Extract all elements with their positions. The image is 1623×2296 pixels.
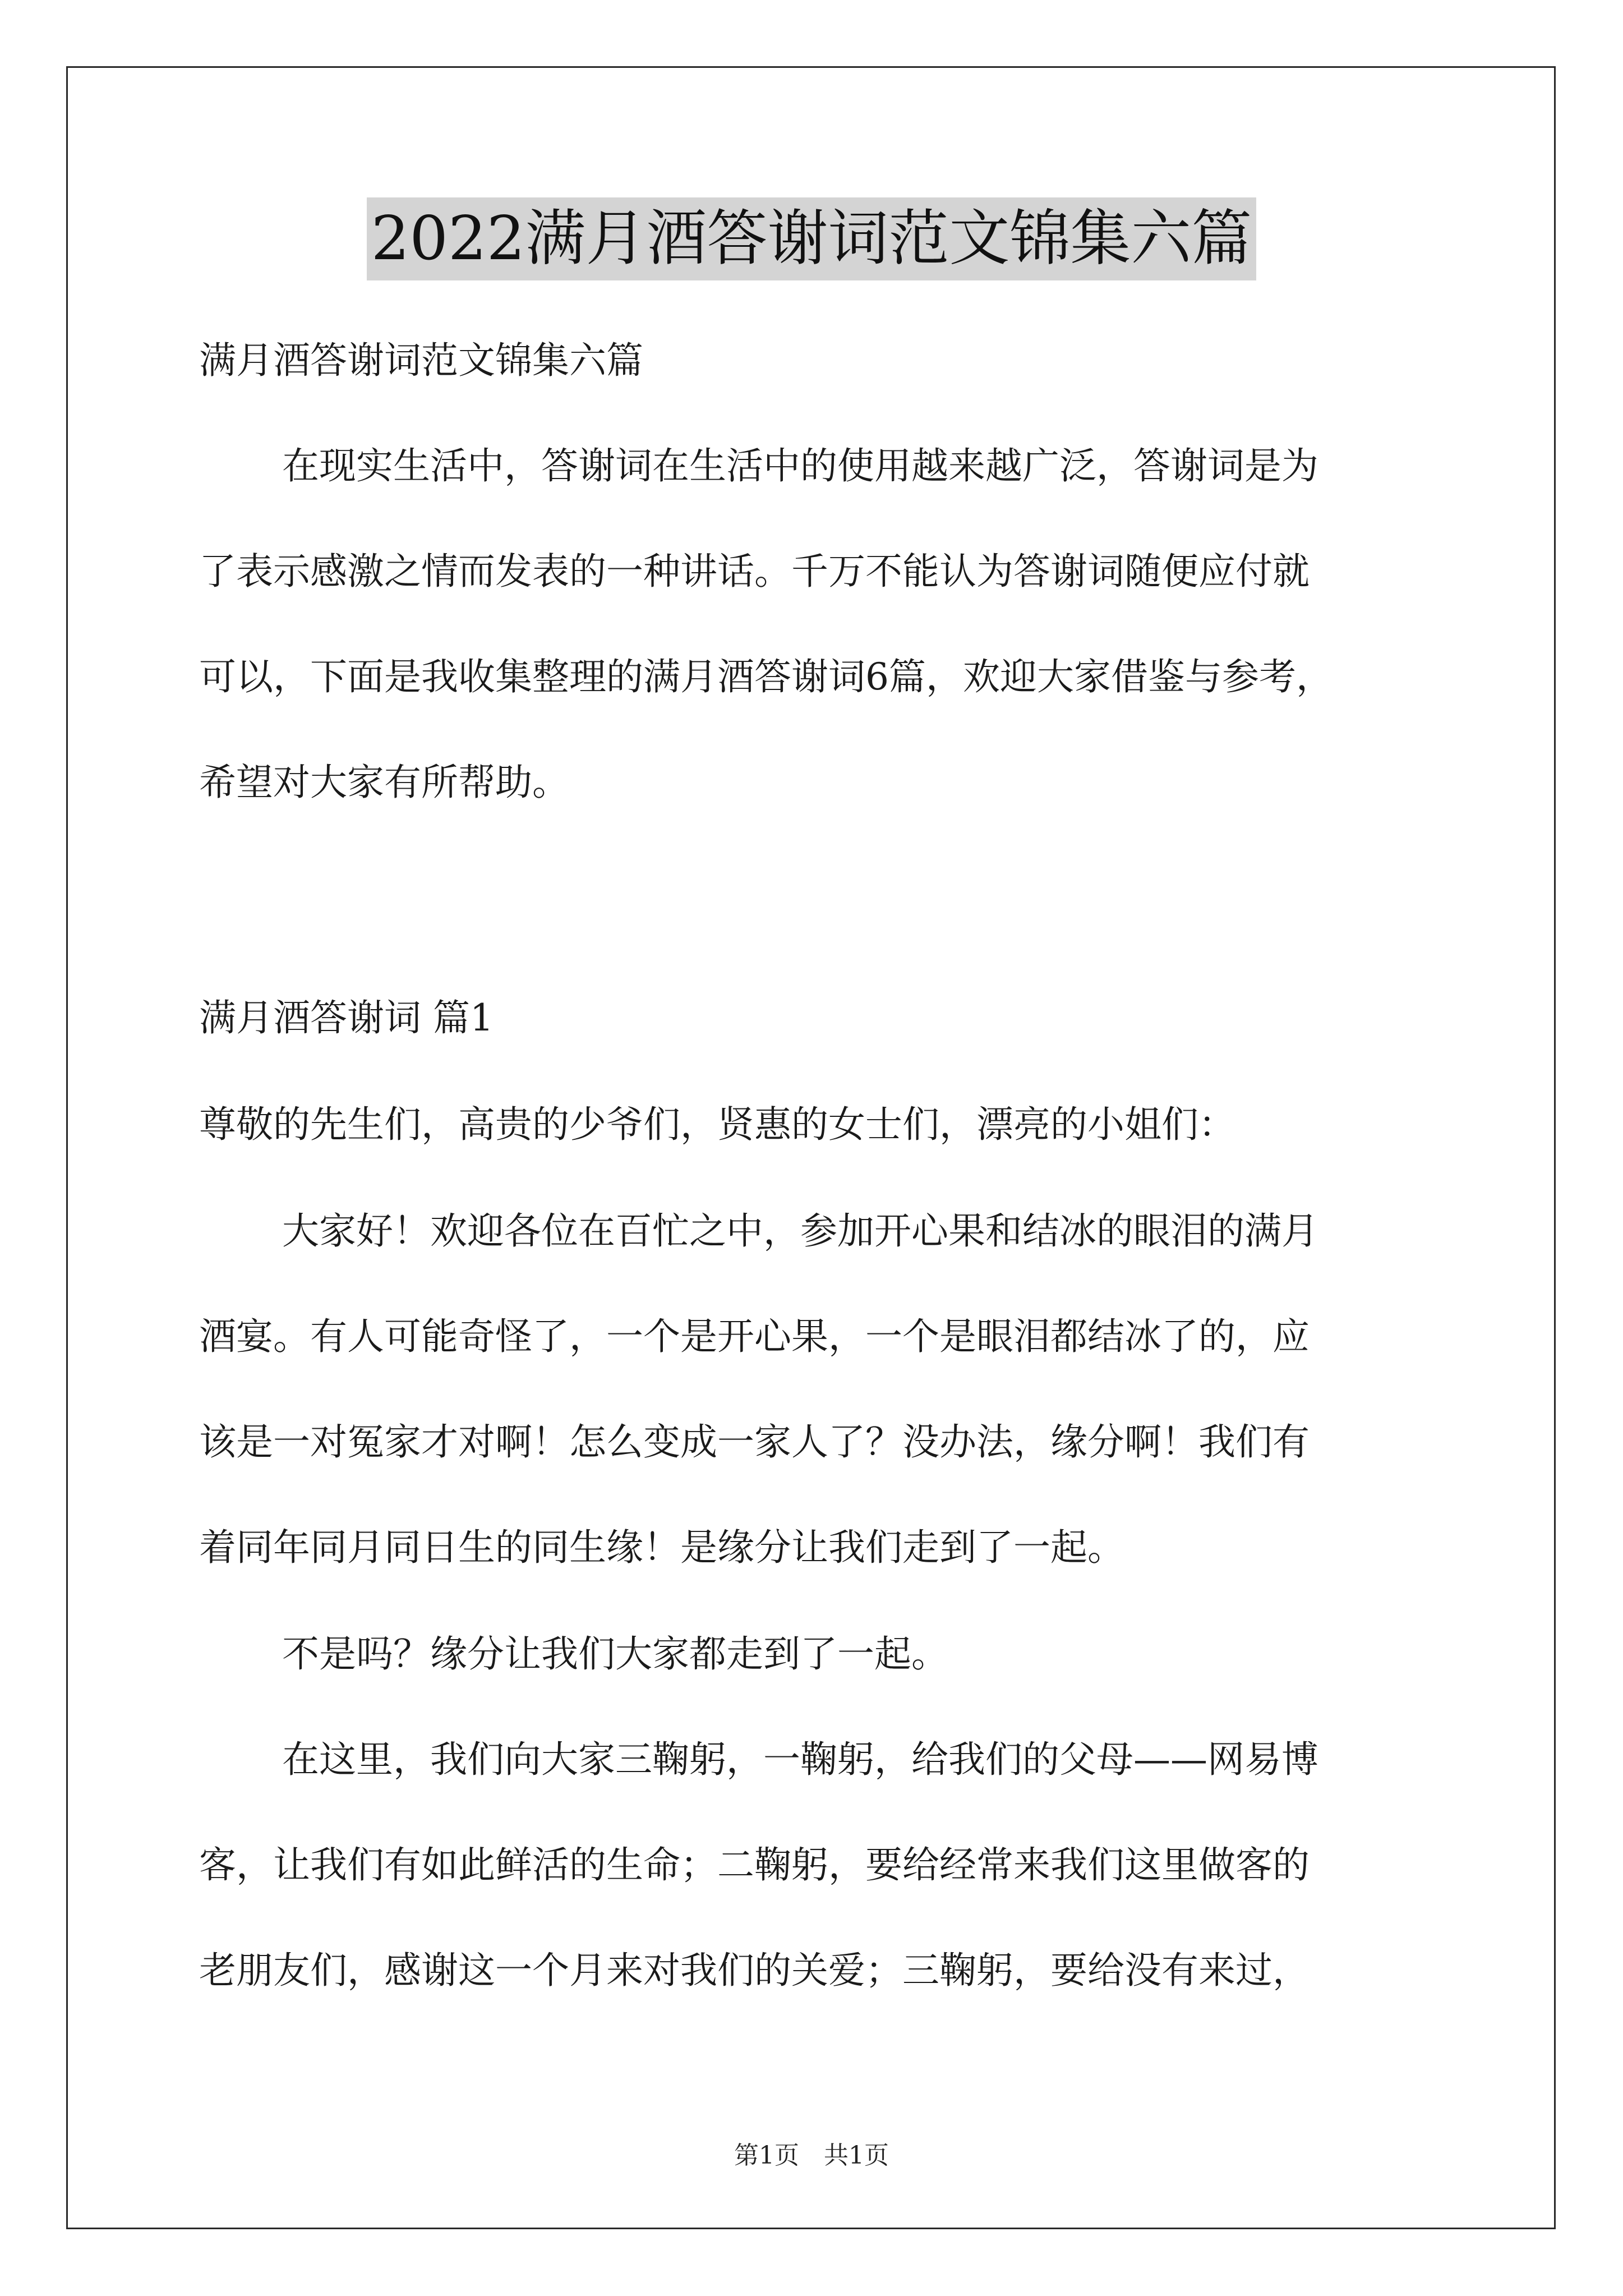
paragraph-line: 可以，下面是我收集整理的满月酒答谢词6篇，欢迎大家借鉴与参考， bbox=[199, 655, 1333, 698]
document-title: 2022满月酒答谢词范文锦集六篇 bbox=[367, 197, 1257, 280]
subtitle-line: 满月酒答谢词范文锦集六篇 bbox=[199, 339, 643, 382]
paragraph-line: 酒宴。有人可能奇怪了，一个是开心果，一个是眼泪都结冰了的，应 bbox=[199, 1315, 1310, 1358]
paragraph-line: 大家好！欢迎各位在百忙之中，参加开心果和结冰的眼泪的满月 bbox=[282, 1209, 1318, 1253]
paragraph-line: 老朋友们，感谢这一个月来对我们的关爱；三鞠躬，要给没有来过， bbox=[199, 1949, 1310, 1992]
paragraph-line: 希望对大家有所帮助。 bbox=[199, 761, 569, 804]
page-footer: 第1页 共1页 bbox=[734, 2141, 889, 2170]
paragraph-line: 不是吗？缘分让我们大家都走到了一起。 bbox=[282, 1632, 948, 1676]
paragraph-line: 了表示感激之情而发表的一种讲话。千万不能认为答谢词随便应付就 bbox=[199, 550, 1310, 593]
section-heading: 满月酒答谢词 篇1 bbox=[199, 996, 494, 1039]
salutation-line: 尊敬的先生们，高贵的少爷们，贤惠的女士们，漂亮的小姐们： bbox=[199, 1103, 1235, 1146]
paragraph-line: 客，让我们有如此鲜活的生命；二鞠躬，要给经常来我们这里做客的 bbox=[199, 1843, 1310, 1887]
paragraph-line: 该是一对冤家才对啊！怎么变成一家人了？没办法，缘分啊！我们有 bbox=[199, 1420, 1310, 1464]
paragraph-line: 在现实生活中，答谢词在生活中的使用越来越广泛，答谢词是为 bbox=[282, 444, 1318, 487]
paragraph-line: 在这里，我们向大家三鞠躬，一鞠躬，给我们的父母——网易博 bbox=[282, 1738, 1318, 1781]
page-border bbox=[66, 66, 1556, 2229]
title-container bbox=[0, 197, 1623, 280]
paragraph-line: 着同年同月同日生的同生缘！是缘分让我们走到了一起。 bbox=[199, 1526, 1124, 1569]
